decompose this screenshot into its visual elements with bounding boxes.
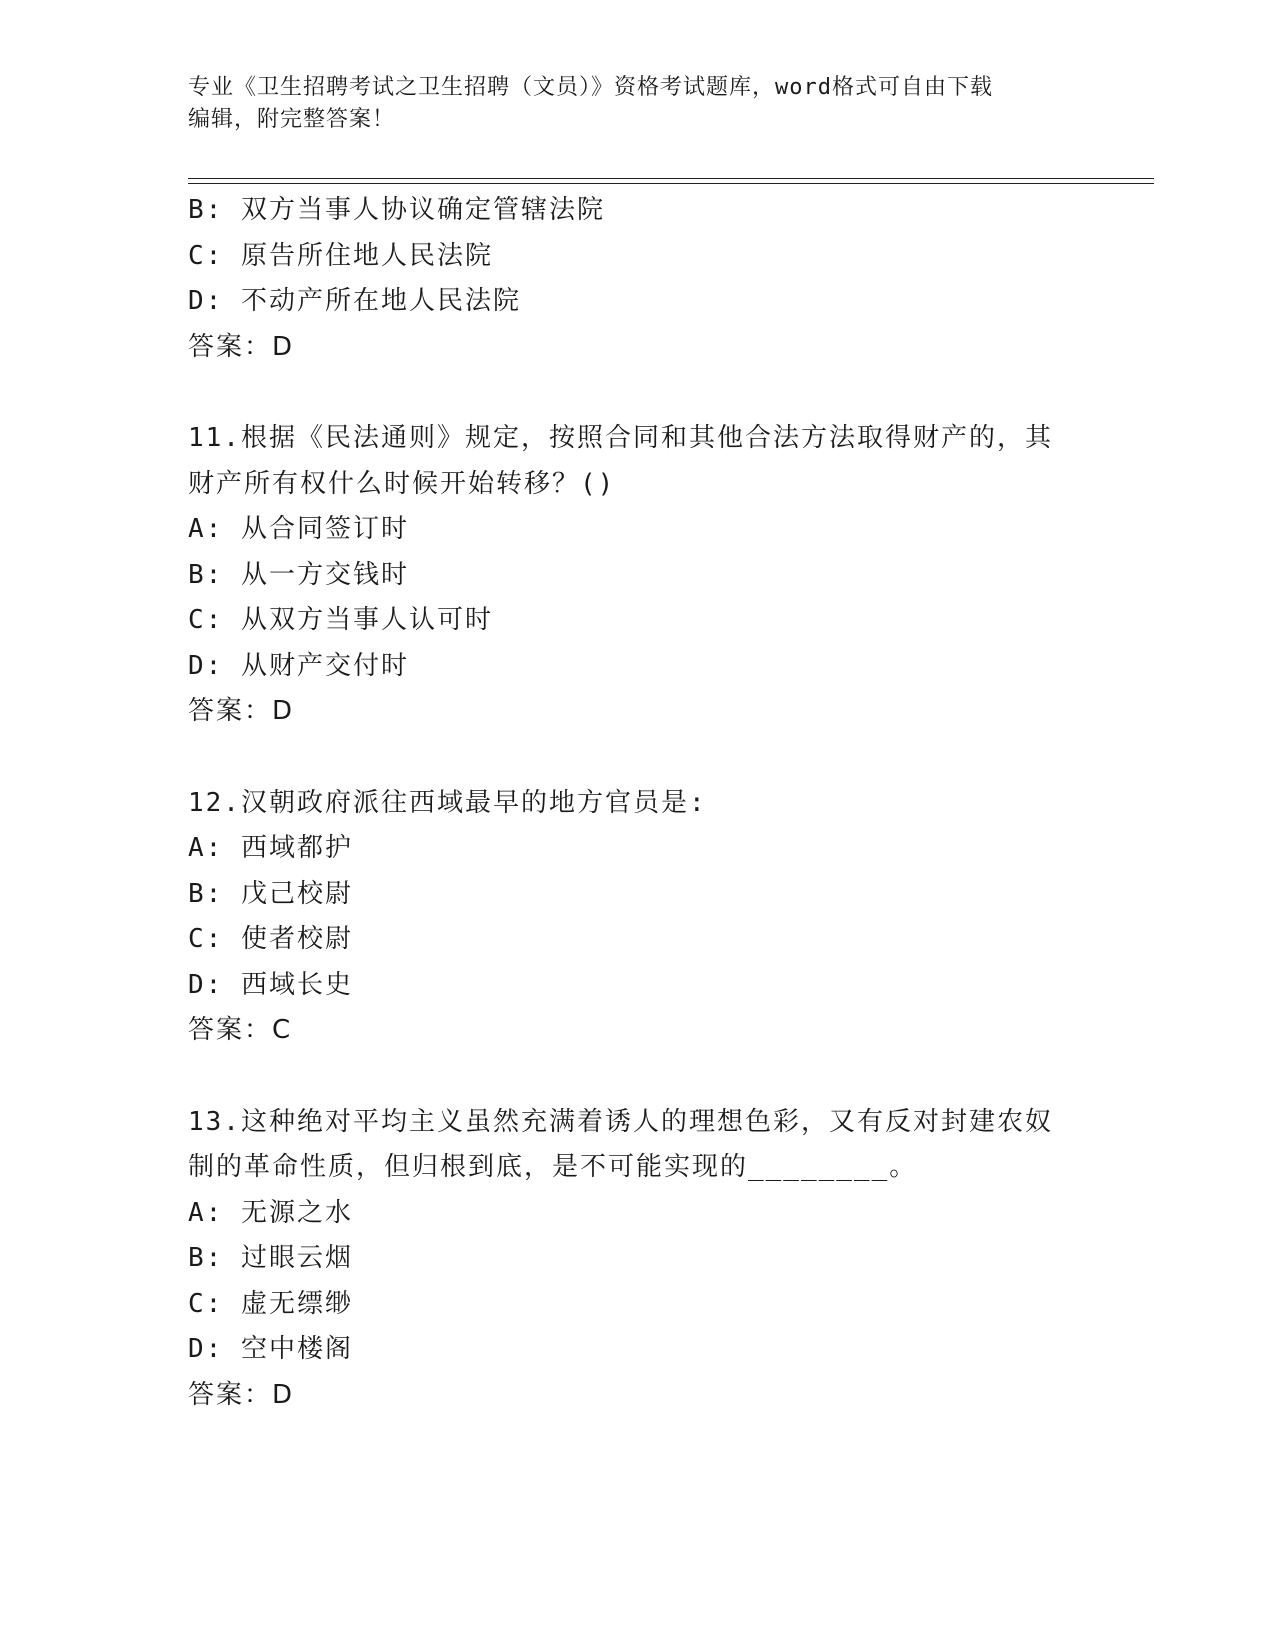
document-header [188, 72, 1068, 136]
option-d: D: 空中楼阁 [188, 1334, 353, 1364]
question-stem-line: 财产所有权什么时候开始转移？() [188, 468, 616, 499]
spacer [188, 735, 1088, 781]
header-divider-top [188, 178, 1154, 179]
question-11 [188, 416, 1088, 735]
spacer [188, 370, 1088, 416]
option-b: B: 双方当事人协议确定管辖法院 [188, 195, 605, 225]
option-c: C: 虚无缥缈 [188, 1288, 353, 1319]
spacer [188, 1054, 1088, 1100]
question-list [188, 188, 1088, 1418]
question-12 [188, 781, 1088, 1054]
header-divider-bottom [188, 183, 1154, 184]
answer-label: 答案：D [188, 331, 295, 362]
option-a: A: 西域都护 [188, 833, 353, 863]
question-stem-line: 11.根据《民法通则》规定，按照合同和其他合法方法取得财产的，其 [188, 423, 1053, 453]
option-a: A: 从合同签订时 [188, 514, 409, 544]
question-13 [188, 1100, 1088, 1419]
answer-label: 答案：D [188, 696, 295, 726]
answer-label: 答案：C [188, 1015, 293, 1045]
option-c: C: 从双方当事人认可时 [188, 605, 493, 635]
option-d: D: 西域长史 [188, 969, 353, 1000]
option-c: C: 原告所住地人民法院 [188, 240, 493, 271]
question-stem-line: 制的革命性质，但归根到底，是不可能实现的________。 [188, 1152, 918, 1182]
option-d: D: 不动产所在地人民法院 [188, 286, 521, 316]
option-b: B: 过眼云烟 [188, 1243, 353, 1273]
option-c: C: 使者校尉 [188, 924, 353, 954]
answer-label: 答案：D [188, 1379, 295, 1410]
header-line-1: 专业《卫生招聘考试之卫生招聘（文员）》资格考试题库，word格式可自由下载 [188, 75, 993, 100]
question-10-continued [188, 188, 1088, 370]
question-stem-line: 12.汉朝政府派往西域最早的地方官员是: [188, 787, 707, 818]
option-b: B: 戊己校尉 [188, 878, 353, 909]
option-d: D: 从财产交付时 [188, 650, 409, 681]
header-line-2: 编辑，附完整答案！ [188, 107, 396, 132]
question-stem-line: 13.这种绝对平均主义虽然充满着诱人的理想色彩，又有反对封建农奴 [188, 1106, 1053, 1137]
option-a: A: 无源之水 [188, 1197, 353, 1228]
option-b: B: 从一方交钱时 [188, 559, 409, 590]
